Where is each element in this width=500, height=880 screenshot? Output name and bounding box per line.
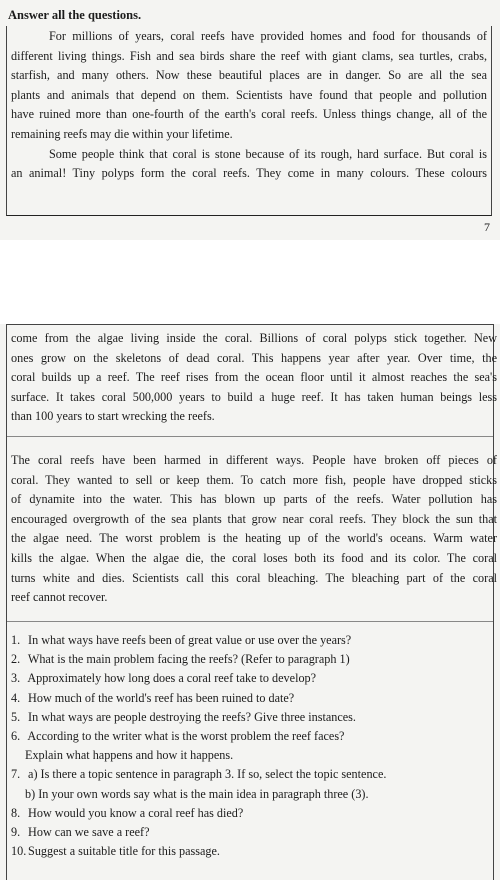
instructions-heading: Answer all the questions. [8, 8, 142, 22]
text-line: come from the algae living inside the coral. Billions of coral polyps stick together. New [11, 331, 497, 345]
questions-list [7, 631, 493, 861]
text-line: an animal! Tiny polyps form the coral reefs. They come in many colours. These colours [11, 166, 487, 181]
text-line: have ruined more than one-fourth of the earth's coral reefs. Unless things change, all of the [11, 107, 487, 122]
text-line: the algae need. The worst problem is the heating up of the world's oceans. Warm water [11, 531, 497, 546]
text-line: turns white and dies. Scientists call this coral bleaching. The bleaching part of the coral [11, 570, 497, 585]
passage-box-bottom [6, 324, 497, 880]
question-item: 10. Suggest a suitable title for this passage. [11, 844, 220, 859]
question-item: 1. In what ways have reefs been of great value or use over the years? [11, 633, 352, 647]
text-line: of dynamite into the water. This has blown up parts of the reefs. Water pollution has [11, 492, 497, 507]
text-line: ones grow on the skeletons of dead coral. This happens year after year. Over time, the [11, 350, 497, 365]
page-two [0, 324, 500, 880]
page-one [0, 0, 500, 240]
text-line: kills the algae. When the algae die, the coral loses both its food and its color. The coral [11, 550, 497, 565]
question-item: 2. What is the main problem facing the reefs? (Refer to paragraph 1) [11, 652, 350, 667]
text-line: encouraged overgrowth of the sea plants that grow near coral reefs. They block the sun that [11, 511, 497, 526]
question-item: 6. According to the writer what is the worst problem the reef faces? [11, 729, 345, 744]
text-line: coral. They wanted to sell or keep them. To catch more fish, people have dropped sticks [11, 472, 497, 487]
text-line: remaining reefs may die within your lifetime. [11, 126, 233, 141]
paragraph-2-start [7, 145, 491, 184]
text-line: than 100 years to start wrecking the reefs. [11, 409, 215, 424]
question-item: 3. Approximately how long does a coral reef take to develop? [11, 671, 317, 686]
page-number: 7 [484, 220, 490, 234]
text-line: starfish, and many others. Now these beautiful places are in danger. So are all the sea [11, 68, 487, 83]
text-line: coral builds up a reef. The reef rises from the ocean floor until it almost reaches the sea's [11, 370, 497, 385]
text-line: different living things. Fish and sea birds share the reef with giant clams, sea turtles, crabs, [11, 48, 487, 63]
text-line: plants and animals that depend on them. Scientists have found that people and pollution [11, 87, 487, 102]
question-item: 7. a) Is there a topic sentence in paragraph 3. If so, select the topic sentence. [11, 767, 387, 782]
paragraph-2-continued [7, 329, 500, 427]
question-item: b) In your own words say what is the main idea in paragraph three (3). [25, 786, 369, 801]
page-gap [0, 240, 500, 324]
question-item: Explain what happens and how it happens. [25, 748, 234, 763]
text-line: The coral reefs have been harmed in different ways. People have broken off pieces of [11, 453, 497, 467]
question-item: 8. How would you know a coral reef has died? [11, 805, 244, 820]
passage-box-top [6, 26, 492, 216]
paragraph-3 [7, 451, 500, 608]
text-line: reef cannot recover. [11, 590, 108, 605]
question-item: 9. How can we save a reef? [11, 825, 150, 840]
text-line: For millions of years, coral reefs have provided homes and food for thousands of [49, 29, 487, 43]
question-item: 4. How much of the world's reef has been ruined to date? [11, 690, 295, 705]
question-item: 5. In what ways are people destroying the reefs? Give three instances. [11, 709, 356, 724]
text-line: surface. It takes coral 500,000 years to build a huge reef. It has taken human beings less [11, 389, 497, 404]
divider [7, 436, 493, 437]
divider [7, 621, 493, 622]
text-line: Some people think that coral is stone because of its rough, hard surface. But coral is [49, 146, 487, 161]
paragraph-1 [7, 26, 491, 145]
